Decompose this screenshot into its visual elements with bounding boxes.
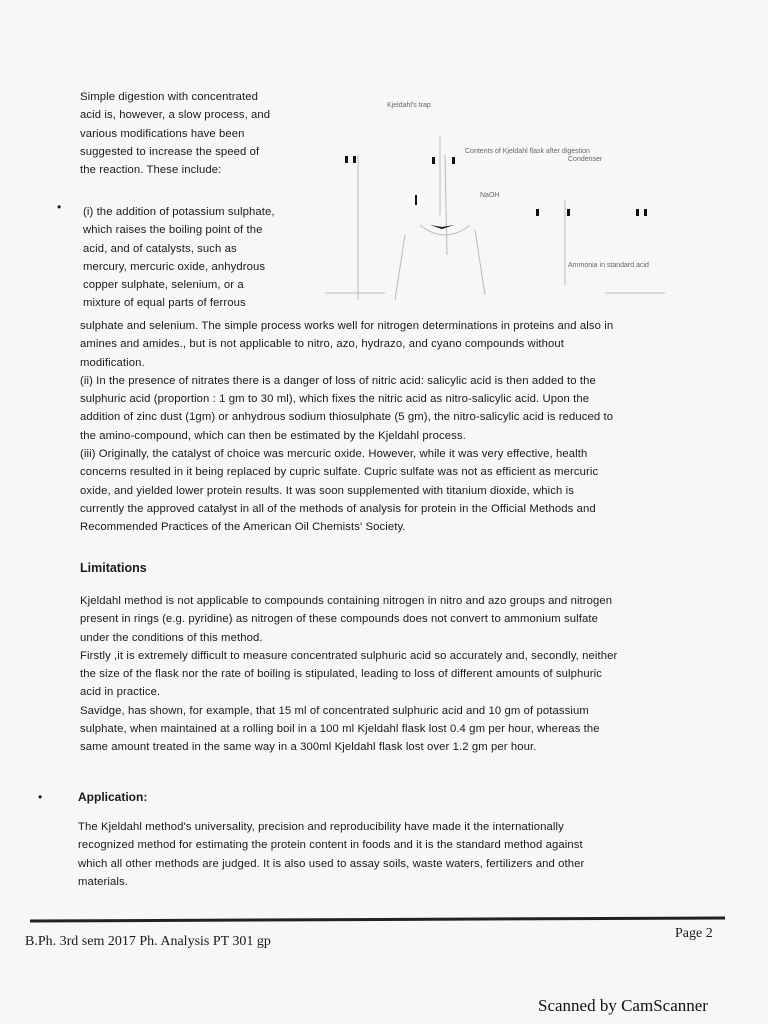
limitations-line: same amount treated in the same way in a 300ml Kjeldahl flask lost over 1.2 gm per hour. — [80, 741, 537, 754]
intro-line: suggested to increase the speed of — [80, 145, 260, 158]
diagram-label-trap: Kjeldahl's trap — [387, 102, 431, 109]
application-line: The Kjeldahl method's universality, precision and reproducibility have made it the internationally — [78, 821, 564, 833]
body-line: sulphate and selenium. The simple process works well for nitrogen determinations in proteins and also in — [80, 320, 614, 332]
application-paragraph — [78, 818, 728, 891]
point-line: mixture of equal parts of ferrous — [83, 297, 246, 310]
intro-line: Simple digestion with concentrated — [80, 91, 258, 103]
body-paragraph — [80, 317, 720, 537]
diagram-label-condenser: Condenser — [568, 156, 603, 163]
body-line: the amino-compound, which can then be estimated by the Kjeldahl process. — [80, 429, 466, 442]
footer-course-info: B.Ph. 3rd sem 2017 Ph. Analysis PT 301 gp — [25, 934, 271, 949]
limitations-line: the size of the flask nor the rate of boiling is stipulated, leading to loss of different amounts of sulphuric — [80, 668, 602, 681]
application-line: materials. — [78, 875, 128, 888]
body-line: currently the approved catalyst in all of the methods of analysis for protein in the Official Methods and — [80, 502, 596, 515]
body-line: amines and amides., but is not applicable to nitro, azo, hydrazo, and cyano compounds without — [80, 338, 565, 351]
limitations-heading: Limitations — [80, 561, 147, 575]
bullet-point: • — [57, 200, 62, 214]
limitations-line: under the conditions of this method. — [80, 631, 263, 644]
limitations-paragraph — [80, 592, 730, 757]
point-line: (i) the addition of potassium sulphate, — [83, 206, 275, 218]
limitations-line: acid in practice. — [80, 686, 161, 699]
body-line: Recommended Practices of the American Oil Chemists' Society. — [80, 521, 406, 534]
intro-paragraph — [80, 88, 320, 179]
limitations-line: Savidge, has shown, for example, that 15 ml of concentrated sulphuric acid and 10 gm of potassium — [80, 704, 589, 717]
application-line: recognized method for estimating the protein content in foods and it is the standard method against — [78, 839, 583, 852]
application-line: which all other methods are judged. It is also used to assay soils, waste waters, fertilizers and other — [78, 857, 585, 870]
diagram-label-contents: Contents of Kjeldahl flask after digestion — [465, 148, 590, 155]
intro-line: various modifications have been — [80, 127, 245, 140]
page-number: Page 2 — [675, 926, 713, 941]
body-line: oxide, and yielded lower protein results. It was soon supplemented with titanium dioxide, which is — [80, 484, 574, 497]
intro-line: acid is, however, a slow process, and — [80, 109, 271, 122]
limitations-line: present in rings (e.g. pyridine) as nitrogen of these compounds does not convert to ammonium sulfate — [80, 613, 599, 626]
point-line: mercury, mercuric oxide, anhydrous — [83, 260, 266, 273]
limitations-line: Kjeldahl method is not applicable to compounds containing nitrogen in nitro and azo groups and nitrogen — [80, 595, 613, 607]
body-line: (iii) Originally, the catalyst of choice was mercuric oxide. However, while it was very effective, health — [80, 448, 588, 461]
diagram-label-receiver: Ammonia in standard acid — [568, 262, 649, 269]
diagram-label-naoh: NaOH — [480, 192, 500, 199]
intro-line: the reaction. These include: — [80, 164, 222, 177]
point-i-paragraph — [83, 203, 323, 313]
bullet-point: • — [38, 790, 43, 804]
body-line: modification. — [80, 356, 145, 369]
limitations-line: sulphate, when maintained at a rolling boil in a 100 ml Kjeldahl flask lost 0.4 gm per hour, whereas the — [80, 723, 600, 736]
point-line: which raises the boiling point of the — [83, 224, 263, 237]
scanner-watermark: Scanned by CamScanner — [538, 996, 708, 1015]
kjeldahl-apparatus-diagram — [325, 95, 685, 315]
point-line: acid, and of catalysts, such as — [83, 242, 237, 255]
point-line: copper sulphate, selenium, or a — [83, 279, 244, 292]
body-line: sulphuric acid (proportion : 1 gm to 30 ml), which fixes the nitric acid as nitro-salicylic acid. Upon the — [80, 393, 590, 406]
body-line: concerns resulted in it being replaced by cupric sulfate. Cupric sulfate was not as efficient as mercuric — [80, 466, 599, 479]
limitations-line: Firstly ,it is extremely difficult to measure concentrated sulphuric acid so accurately and, secondly, neither — [80, 649, 618, 662]
application-heading: Application: — [78, 790, 148, 804]
body-line: addition of zinc dust (1gm) or anhydrous sodium thiosulphate (5 gm), the nitro-salicylic acid is reduced to — [80, 411, 614, 424]
footer-rule — [30, 916, 725, 922]
body-line: (ii) In the presence of nitrates there is a danger of loss of nitric acid: salicylic acid is then added to the — [80, 374, 596, 387]
